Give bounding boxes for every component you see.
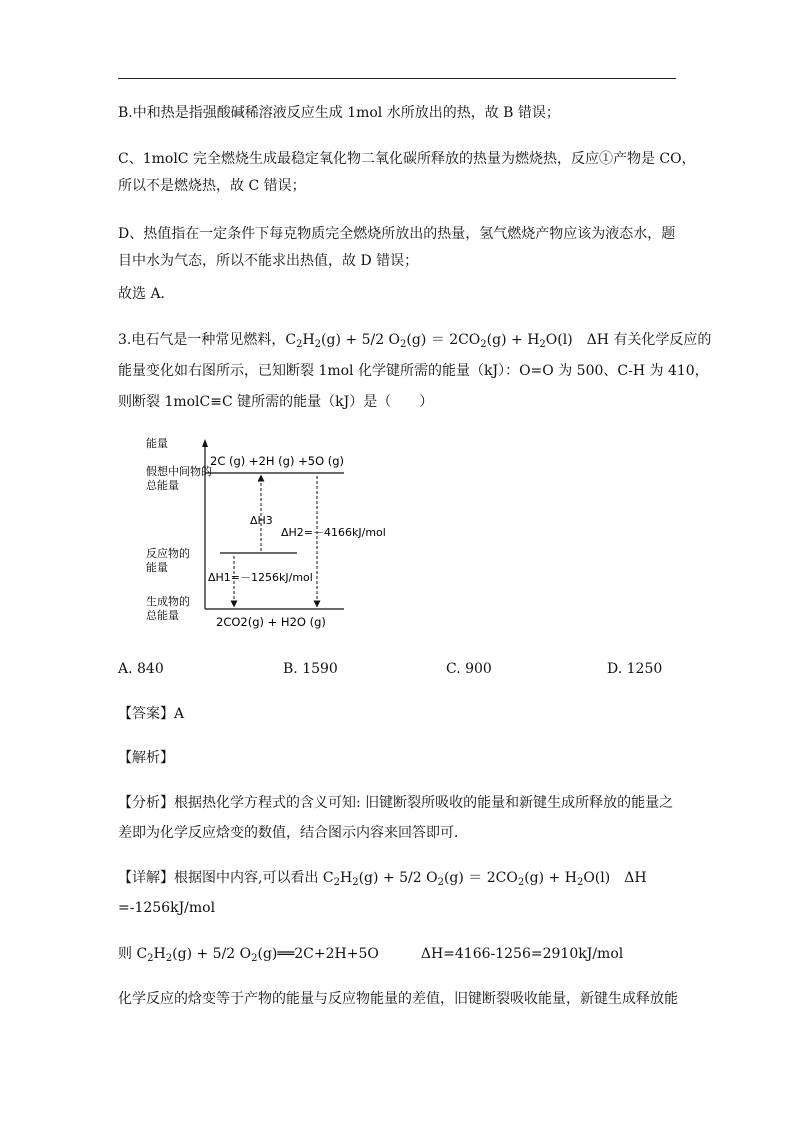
label-intermediate-2: 总能量 bbox=[146, 479, 179, 492]
conclusion: 故选 A． bbox=[118, 286, 175, 302]
label-reactant-1: 反应物的 bbox=[146, 547, 190, 560]
detail-equation: $C_2H_2(g) + 5/2$ $O_2(g) = 2CO_2(g) + H_2O(l)$ ΔH bbox=[322, 870, 647, 888]
analysis-title: 【解析】 bbox=[118, 750, 174, 766]
detail-line1 bbox=[118, 869, 647, 887]
then-line bbox=[118, 945, 623, 963]
question-3-line2: 能量变化如右图所示，已知断裂 1mol 化学键所需的能量（kJ）：O=O 为 500、C-H 为 410， bbox=[118, 363, 709, 379]
question-3-suffix: 有关化学反应的 bbox=[613, 332, 712, 348]
enthalpy-explanation: 化学反应的焓变等于产物的能量与反应物能量的差值，旧键断裂吸收能量，新键生成释放能 bbox=[118, 991, 678, 1007]
header-rule bbox=[118, 78, 676, 79]
detail-prefix: 【详解】根据图中内容,可以看出 bbox=[118, 870, 319, 886]
question-3-line3: 则断裂 1molC≡C 键所需的能量（kJ）是（ ） bbox=[118, 394, 434, 410]
question-3-prefix: 3.电石气是一种常见燃料， bbox=[118, 332, 286, 348]
label-product-1: 生成物的 bbox=[146, 595, 190, 608]
product-species: 2CO2(g) + H2O (g) bbox=[216, 615, 326, 629]
label-product-2: 总能量 bbox=[146, 609, 179, 622]
analysis-line2: 差即为化学反应焓变的数值，结合图示内容来回答即可． bbox=[118, 825, 468, 841]
axis-label-energy: 能量 bbox=[146, 437, 168, 450]
option-d-explanation-line2: 目中水为气态，所以不能求出热值，故 D 错误； bbox=[118, 253, 419, 269]
option-d-explanation-line1: D、热值指在一定条件下每克物质完全燃烧所放出的热量，氢气燃烧产物应该为液态水，题 bbox=[118, 226, 676, 242]
then-dh: ΔH=4166-1256=2910kJ/mol bbox=[420, 946, 624, 962]
question-3-equation: $C_2H_2(g) + 5/2$ $O_2(g) = 2CO_2(g) + H_2O(l)$ ΔH bbox=[285, 332, 609, 350]
option-c-explanation-line2: 所以不是燃烧热，故 C 错误； bbox=[118, 178, 306, 194]
dh3-label: ΔH3 bbox=[250, 514, 273, 527]
energy-axis-arrow bbox=[202, 439, 208, 447]
analysis-line1: 【分析】根据热化学方程式的含义可知: 旧键断裂所吸收的能量和新键生成所释放的能量之 bbox=[118, 795, 674, 811]
answer: 【答案】A bbox=[118, 706, 185, 722]
option-c: C. 900 bbox=[446, 661, 492, 677]
option-c-explanation-line1: C、1molC 完全燃烧生成最稳定氧化物二氧化碳所释放的热量为燃烧热，反应①产物是 CO， bbox=[118, 151, 696, 167]
label-intermediate-1: 假想中间物的 bbox=[146, 465, 212, 478]
option-a: A. 840 bbox=[118, 661, 164, 677]
question-3-line1 bbox=[118, 331, 711, 349]
dh2-label: ΔH2=－4166kJ/mol bbox=[281, 526, 386, 539]
option-b-explanation: B.中和热是指强酸碱稀溶液反应生成 1mol 水所放出的热，故 B 错误； bbox=[118, 105, 560, 121]
energy-diagram bbox=[130, 432, 410, 637]
option-b: B. 1590 bbox=[283, 661, 338, 677]
label-reactant-2: 能量 bbox=[146, 561, 168, 574]
option-d: D. 1250 bbox=[607, 661, 663, 677]
then-equation: $C_2H_2(g) + 5/2$ $O_2(g)══2C+2H+5O$ bbox=[136, 946, 379, 964]
then-prefix: 则 bbox=[118, 946, 132, 962]
intermediate-species: 2C (g) +2H (g) +5O (g) bbox=[210, 454, 345, 468]
dh1-label: ΔH1=－1256kJ/mol bbox=[208, 571, 313, 584]
detail-line2: =-1256kJ/mol bbox=[118, 900, 216, 916]
